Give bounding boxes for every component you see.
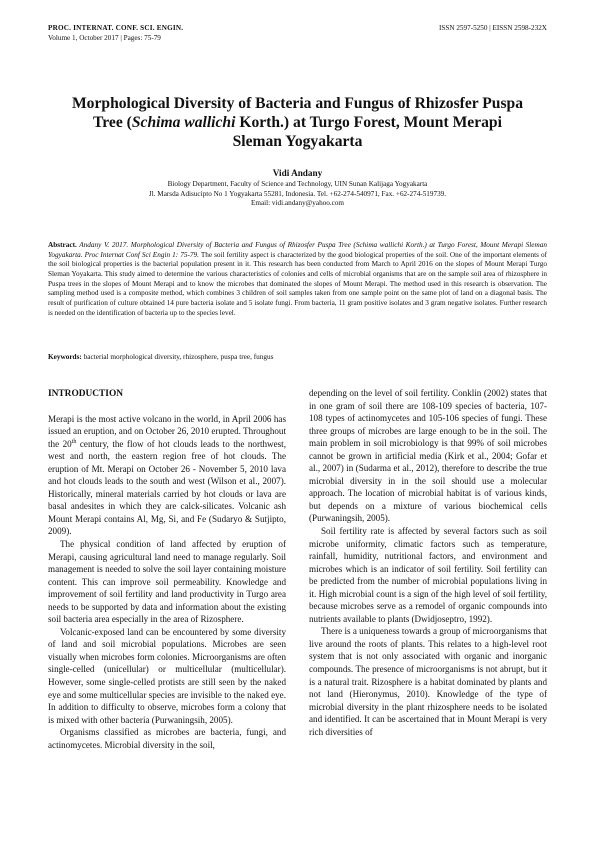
journal-name: PROC. INTERNAT. CONF. SCI. ENGIN. [48, 24, 184, 32]
affiliation-email[interactable]: Email: vidi.andany@yahoo.com [250, 199, 345, 208]
abstract-body: The soil fertility aspect is characterized by the good biological properties of the soil. One of the important elements of the soil biological properties is the bacterial population present in it. This research has been conducted from March to April 2016 on the slopes of Mount Merapi Turgo Sleman Yoyakarta. This study aimed to determine the various characteristics of colonies and cells of microbial organisms that are on the sample soil area of rhizosphere in Puspa trees in the slopes of Mount Merapi and to know the microbes that dominated the slopes of Mount Merapi. The method used in this research is observation. The sampling method used is a composite method, which combines 3 children of soil samples taken from one sample point on the same plot of land on a diagonal basis. The result of purification of culture obtained 14 pure bacteria isolate and 5 isolate fungi. From bacteria, 11 gram positive isolates and 3 gram negative isolates. Further research is needed on the identification of bacteria up to the species level. [48, 250, 547, 317]
abstract-citation: Andany V. 2017. Morphological Diversity of Bacteria and Fungus of Rhizosfer Puspa Tree (Schima wallichi Korth.) at Turgo Forest, Mount Merapi Sleman Yogyakarta. Proc Internat Conf Sci Engin 1: 75-79. [48, 241, 547, 259]
title-line-3: Sleman Yogyakarta [232, 133, 363, 150]
journal-header [48, 24, 183, 43]
right-paragraph-3: There is a uniqueness towards a group of microorganisms that live around the roots of plants. This relates to a high-level root system that is not only associated with organic and inorganic compounds. The presence of microorganisms is not abrupt, but it is a natural trait. Rizosphere is a habitat dominated by plants and not land (Hieronymus, 2010). Knowledge of the type of microbial diversity in the plant rhizosphere needs to be isolated and identified. It can be ascertained that in Mount Merapi is very rich diversities of [309, 626, 547, 737]
intro-paragraph-4: Organisms classified as microbes are bacteria, fungi, and actinomycetes. Microbial diversity in the soil, [48, 727, 286, 750]
keywords-label: Keywords: [48, 353, 82, 361]
left-column [48, 388, 286, 751]
title-line-2-pre: Tree ( [93, 114, 132, 131]
paper-title [48, 94, 547, 151]
superscript-th: th [71, 438, 77, 445]
abstract-label: Abstract. [48, 241, 77, 249]
title-line-2 [48, 113, 547, 132]
intro-paragraph-1 [48, 413, 286, 538]
abstract [48, 241, 547, 318]
right-column [309, 387, 547, 738]
section-heading-introduction: INTRODUCTION [48, 389, 124, 399]
author-name: Vidi Andany [272, 168, 323, 178]
title-line-2-post: Korth.) at Turgo Forest, Mount Merapi [235, 114, 502, 131]
intro-paragraph-1-text-a: Merapi is the most active volcano in the world, in April 2006 has issued an eruption, and on October 26, 2010 erupted. Throughout the 20 [48, 413, 286, 449]
intro-paragraph-3: Volcanic-exposed land can be encountered by some diversity of land and soil microbial populations. Microbes are seen visually when microbes form colonies. Microorganisms are often single-celled (unicellular) or multicellular (multicellular). However, some single-celled protists are still seen by the naked eye and some multicellular species are invisible to the naked eye. In addition to difficulty to observe, microbes form a colony that is mixed with other bacteria (Purwaningsih, 2005). [48, 626, 286, 725]
right-paragraph-1: depending on the level of soil fertility. Conklin (2002) states that in one gram of soil there are 108-109 species of bacteria, 107-108 types of actinomycetes and 105-106 species of fungi. These three groups of microbes are large enough to be in the soil. The main problem in soil microbiology is that 99% of soil microbes cannot be grown in artificial media (Kirk et al., 2004; Gofar et al., 2007) in (Sudarma et al., 2012), therefore to describe the true microbial diversity in in the soil should use a molecular approach. The location of microbial habitat is of various kinds, but depends on a mixture of various biochemical cells (Purwaningsih, 2005). [309, 388, 547, 524]
keywords [48, 353, 547, 361]
title-species: Schima wallichi [131, 114, 236, 131]
keywords-text: bacterial morphological diversity, rhizosphere, puspa tree, fungus [81, 353, 274, 361]
right-paragraph-2: Soil fertility rate is affected by several factors such as soil microbe uniformity, climatic factors such as temperature, rainfall, humidity, nutritional factors, and environment and microbes which is an indicator of soil fertility. Soil fertility can be predicted from the number of microbial populations living in it. High microbial count is a sign of the high level of soil fertility, because microbes serve as a remodel of organic compounds into nutrients available to plants (Dwidjoseptro, 1992). [309, 526, 547, 624]
title-line-1: Morphological Diversity of Bacteria and Fungus of Rhizosfer Puspa [71, 95, 524, 112]
affiliation-line-2: Jl. Marsda Adisucipto No 1 Yogyakarta 55281, Indonesia. Tel. +62-274-540971, Fax. +62-274-519739. [148, 189, 447, 198]
intro-paragraph-1-text-b: century, the flow of hot clouds leads to the northwest, west and north, the eastern region free of hot clouds. The eruption of Mt. Merapi on October 26 - November 5, 2010 lava and hot clouds leads to the south and west (Wilson et al., 2007). Historically, mineral materials carried by hot clouds or lava are basal andesites in which they are calck-silicates. Volcanic ash Mount Merapi contains Al, Mg, Si, and Fe (Sudaryo & Sutjipto, 2009). [48, 438, 286, 537]
intro-paragraph-2: The physical condition of land affected by eruption of Merapi, causing agricultural land need to manage regularly. Soil management is needed to solve the soil layer containing moisture content. This can improve soil permeability. Knowledge and improvement of soil fertility and land productivity in Turgo area needs to be supported by data and information about the existing soil bacteria area especially in the area of Rizosphere. [48, 539, 286, 625]
issn-header: ISSN 2597-5250 | EISSN 2598-232X [438, 24, 547, 32]
journal-volume: Volume 1, October 2017 | Pages: 75-79 [48, 33, 161, 42]
affiliation-line-1: Biology Department, Faculty of Science and Technology, UIN Sunan Kalijaga Yogyakarta [167, 180, 428, 188]
author-affiliation [48, 180, 547, 209]
